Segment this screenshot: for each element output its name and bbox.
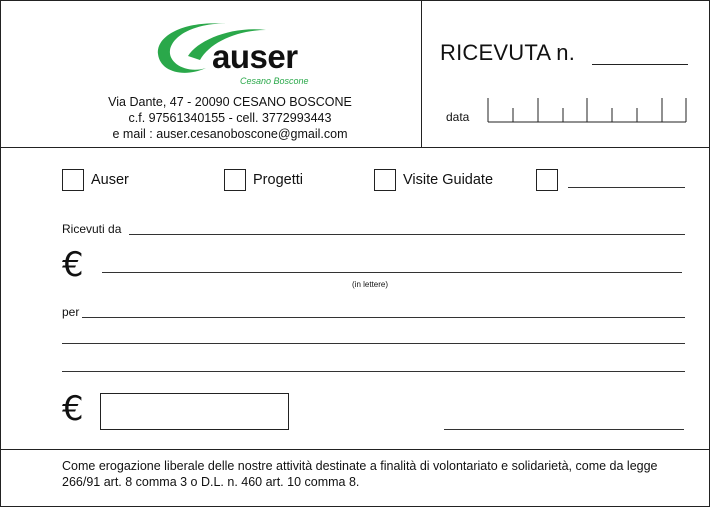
logo-subtitle: Cesano Boscone <box>240 76 309 86</box>
email-line: e mail : auser.cesanoboscone@gmail.com <box>112 127 348 141</box>
purpose-label: per <box>62 305 80 319</box>
checkbox-visite-guidate-label: Visite Guidate <box>403 172 494 188</box>
header-divider <box>421 0 422 148</box>
checkbox-other-field[interactable] <box>568 187 685 188</box>
receipt-number-field[interactable] <box>592 64 688 65</box>
purpose-field-line-2[interactable] <box>62 343 685 344</box>
address-line: Via Dante, 47 - 20090 CESANO BOSCONE <box>108 95 352 109</box>
euro-symbol: € <box>62 245 84 285</box>
checkbox-progetti-label: Progetti <box>253 172 303 188</box>
header-bottom-border <box>0 147 710 148</box>
receipt-title: RICEVUTA n. <box>440 40 576 65</box>
euro-symbol-amount: € <box>62 389 84 429</box>
checkbox-auser[interactable] <box>62 169 84 191</box>
received-from-field[interactable] <box>129 234 685 235</box>
amount-words-hint: (in lettere) <box>352 280 389 289</box>
checkbox-visite-guidate[interactable] <box>374 169 396 191</box>
logo-brand: auser <box>212 38 298 75</box>
amount-box[interactable] <box>100 393 289 430</box>
checkbox-other[interactable] <box>536 169 558 191</box>
checkbox-progetti[interactable] <box>224 169 246 191</box>
purpose-field-line-3[interactable] <box>62 371 685 372</box>
date-field[interactable] <box>486 96 688 124</box>
legal-note: Come erogazione liberale delle nostre attività destinate a finalità di volontariato e solidarietà, come da legge 266/91 art. 8 comma 3 o D.L. n. 460 art. 10 comma 8. <box>62 459 658 489</box>
received-from-label: Ricevuti da <box>62 222 122 236</box>
checkbox-auser-label: Auser <box>91 172 129 188</box>
fiscal-code-line: c.f. 97561340155 - cell. 3772993443 <box>128 111 332 125</box>
footer-top-border <box>0 449 710 450</box>
date-label: data <box>446 110 470 124</box>
signature-line[interactable] <box>444 429 684 430</box>
amount-words-field[interactable] <box>102 272 682 273</box>
purpose-field[interactable] <box>82 317 685 318</box>
